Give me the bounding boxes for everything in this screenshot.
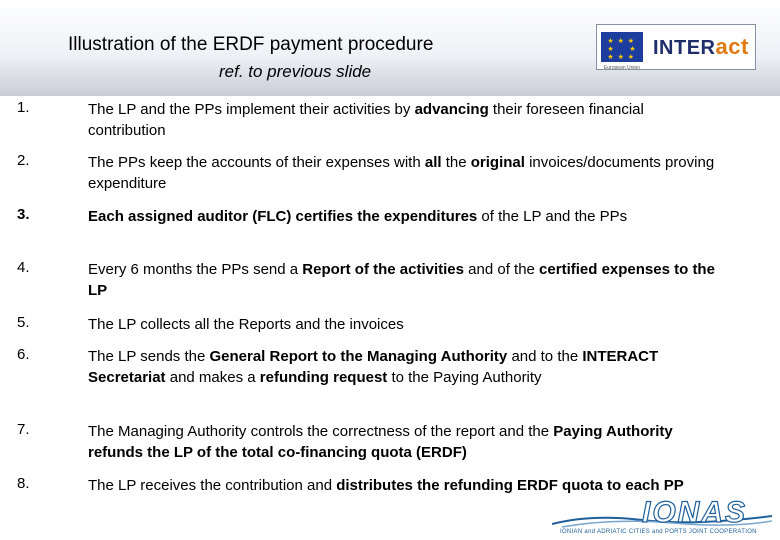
step-number: 2. [17,152,30,169]
step-text [88,314,718,335]
step-text-part: and makes a [165,369,260,386]
step-number: 7. [17,421,30,438]
ionas-wordmark: IONAS [642,496,748,529]
step-text [88,99,718,141]
step-text [88,259,718,301]
step-text-emphasis: Report of the activities [302,261,464,278]
ionas-logo [552,498,778,538]
step-text [88,421,718,463]
step-text-part: of the LP and the PPs [477,208,628,225]
step-text-emphasis: Each assigned auditor (FLC) certifies the expenditures [88,208,478,225]
step-text-part: their foreseen financial contribution [88,101,644,139]
step-text-emphasis: original [470,154,525,171]
step-text-emphasis: General Report to the Managing Authority [209,348,508,365]
interact-wordmark: INTERact [653,34,749,59]
step-number: 6. [17,346,30,363]
eu-flag-caption: European Union [603,65,641,71]
step-text-emphasis: certified expenses to the LP [88,261,715,299]
step-text [88,206,718,227]
eu-flag-icon: ★ ★ ★ ★ ★ ★ ★ ★ European Union [601,32,643,62]
step-number: 5. [17,314,30,331]
step-text-emphasis: INTERACT Secretariat [88,348,659,386]
step-number: 3. [17,206,30,223]
step-text-part: the [441,154,471,171]
slide-title: Illustration of the ERDF payment procedure [68,34,434,55]
step-text [88,152,718,194]
ionas-caption: IONIAN and ADRIATIC CITIES and PORTS JOINT COOPERATION [560,529,757,535]
step-number: 4. [17,259,30,276]
step-text-part: and of the [463,261,540,278]
step-text-emphasis: advancing [414,101,489,118]
step-text [88,475,718,496]
step-text-part: The LP sends the [88,348,210,365]
step-text-part: invoices/documents proving expenditure [88,154,715,192]
step-text-part: to the Paying Authority [387,369,542,386]
step-text [88,346,718,388]
step-text-part: The PPs keep the accounts of their expenses with [88,154,425,171]
step-number: 1. [17,99,30,116]
step-text-emphasis: Paying Authority refunds the LP of the total co-financing quota (ERDF) [88,423,673,461]
step-text-emphasis: all [424,154,442,171]
step-text-part: The LP receives the contribution and [88,477,337,494]
step-text-part: and to the [507,348,583,365]
step-number: 8. [17,475,30,492]
step-text-part: The LP and the PPs implement their activities by [88,101,415,118]
step-text-part: Every 6 months the PPs send a [88,261,303,278]
step-text-part: The Managing Authority controls the correctness of the report and the [88,423,554,440]
step-text-emphasis: distributes the refunding ERDF quota to each PP [336,477,684,494]
step-text-part: The LP collects all the Reports and the invoices [88,316,404,333]
step-text-emphasis: refunding request [259,369,388,386]
slide-subtitle: ref. to previous slide [219,62,372,81]
